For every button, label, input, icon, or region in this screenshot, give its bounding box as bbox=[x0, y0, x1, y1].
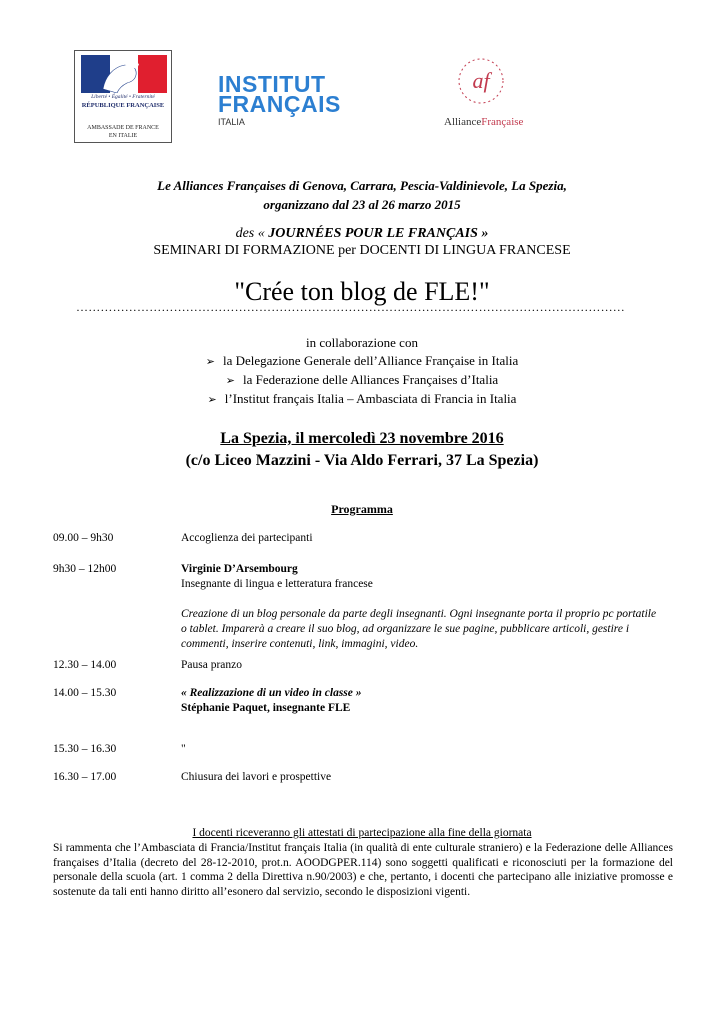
program-desc: " bbox=[181, 743, 186, 755]
seminari-line: SEMINARI DI FORMAZIONE per DOCENTI DI LINGUA FRANCESE bbox=[153, 243, 571, 258]
marianne-flag-icon bbox=[81, 55, 167, 93]
program-desc: Chiusura dei lavori e prospettive bbox=[181, 771, 332, 783]
collaboration-list bbox=[0, 352, 724, 409]
program-time: 12.30 – 14.00 bbox=[53, 659, 117, 671]
program-desc: Accoglienza dei partecipanti bbox=[181, 532, 313, 544]
collaboration-intro: in collaborazione con bbox=[306, 335, 418, 350]
programma-title: Programma bbox=[331, 502, 393, 516]
program-desc bbox=[181, 562, 661, 652]
session-detail: Creazione di un blog personale da parte degli insegnanti. Ogni insegnante porta il proprio pc portatile o tablet. Imparerà a creare il suo blog, ad organizzare le sue pagine, pubblicare articoli, gestire i commenti, inserire contenuti, link, immagini, video. bbox=[181, 608, 657, 650]
collaboration-item: la Federazione delle Alliances Françaises d’Italia bbox=[243, 372, 499, 387]
collaboration-item: l’Institut français Italia – Ambasciata di Francia in Italia bbox=[224, 391, 517, 406]
program-desc: Pausa pranzo bbox=[181, 659, 242, 671]
speaker-role: Insegnante di lingua e letteratura francese bbox=[181, 578, 373, 590]
intro-block bbox=[0, 176, 724, 214]
republique-text: RÉPUBLIQUE FRANÇAISE bbox=[81, 102, 165, 109]
arrow-bullet-icon: ➢ bbox=[225, 375, 235, 387]
svg-text:af: af bbox=[472, 68, 490, 93]
motto-text: Liberté • Égalité • Fraternité bbox=[91, 94, 155, 100]
ambassade-line1: AMBASSADE DE FRANCE bbox=[87, 125, 159, 131]
speaker-name: Virginie D’Arsembourg bbox=[181, 563, 298, 575]
program-time: 09.00 – 9h30 bbox=[53, 532, 114, 544]
event-info bbox=[0, 428, 724, 472]
ambassade-line2: EN ITALIE bbox=[108, 133, 138, 139]
intro-line1: Le Alliances Françaises di Genova, Carrara, Pescia-Valdinievole, La Spezia, bbox=[157, 178, 567, 193]
list-item bbox=[0, 352, 724, 371]
af-emblem-icon bbox=[456, 56, 506, 106]
ambassade-text bbox=[75, 124, 171, 140]
institut-francais-logo bbox=[218, 71, 341, 127]
republique-francaise-logo bbox=[74, 50, 172, 143]
alliance-francaise-logo bbox=[444, 56, 534, 132]
list-item bbox=[0, 390, 724, 409]
event-location: (c/o Liceo Mazzini - Via Aldo Ferrari, 37 La Spezia) bbox=[185, 452, 539, 469]
des-text: des « bbox=[235, 226, 269, 241]
session-title: « Realizzazione di un video in classe » bbox=[181, 687, 362, 699]
dotted-separator: ……………………………………………………………………………………………………………………… bbox=[76, 300, 625, 314]
institut-line2: FRANÇAIS bbox=[218, 91, 341, 117]
program-time: 15.30 – 16.30 bbox=[53, 743, 117, 755]
event-date: La Spezia, il mercoledì 23 novembre 2016 bbox=[220, 430, 504, 447]
institut-line1: INSTITUT bbox=[218, 71, 326, 97]
program-time: 14.00 – 15.30 bbox=[53, 687, 117, 699]
program-desc bbox=[181, 686, 661, 716]
journees-text: JOURNÉES POUR LE FRANÇAIS » bbox=[268, 226, 489, 241]
intro-line2: organizzano dal 23 al 26 marzo 2015 bbox=[263, 197, 461, 212]
program-time: 9h30 – 12h00 bbox=[53, 563, 117, 575]
note-title: I docenti riceveranno gli attestati di partecipazione alla fine della giornata bbox=[192, 827, 532, 839]
journees-line bbox=[0, 224, 724, 243]
note-body: Si rammenta che l’Ambasciata di Francia/Institut français Italia (in qualità di ente culturale straniero) e la Federazione delle Alliances françaises d’Italia (decreto del 28-12-2010, prot.n. AOODGPER.114) sono soggetti qualificati e riconosciuti per la formazione del personale della scuola (art. 1 comma 2 della Direttiva n.90/2003) e che, pertanto, i docenti che partecipano alle iniziative promosse e sostenute da tali enti hanno diritto all’esonero dal servizio, secondo le disposizioni vigenti. bbox=[53, 842, 673, 898]
alliance-name bbox=[444, 116, 523, 128]
arrow-bullet-icon: ➢ bbox=[205, 356, 215, 368]
program-time: 16.30 – 17.00 bbox=[53, 771, 117, 783]
alliance-name-part2: Française bbox=[481, 116, 524, 128]
institut-line3: ITALIA bbox=[218, 117, 245, 127]
page-title: "Crée ton blog de FLE!" bbox=[234, 277, 490, 306]
alliance-name-part1: Alliance bbox=[444, 116, 482, 128]
arrow-bullet-icon: ➢ bbox=[207, 394, 217, 406]
speaker-name: Stéphanie Paquet, insegnante FLE bbox=[181, 702, 351, 714]
collaboration-item: la Delegazione Generale dell’Alliance Française in Italia bbox=[222, 353, 519, 368]
list-item bbox=[0, 371, 724, 390]
